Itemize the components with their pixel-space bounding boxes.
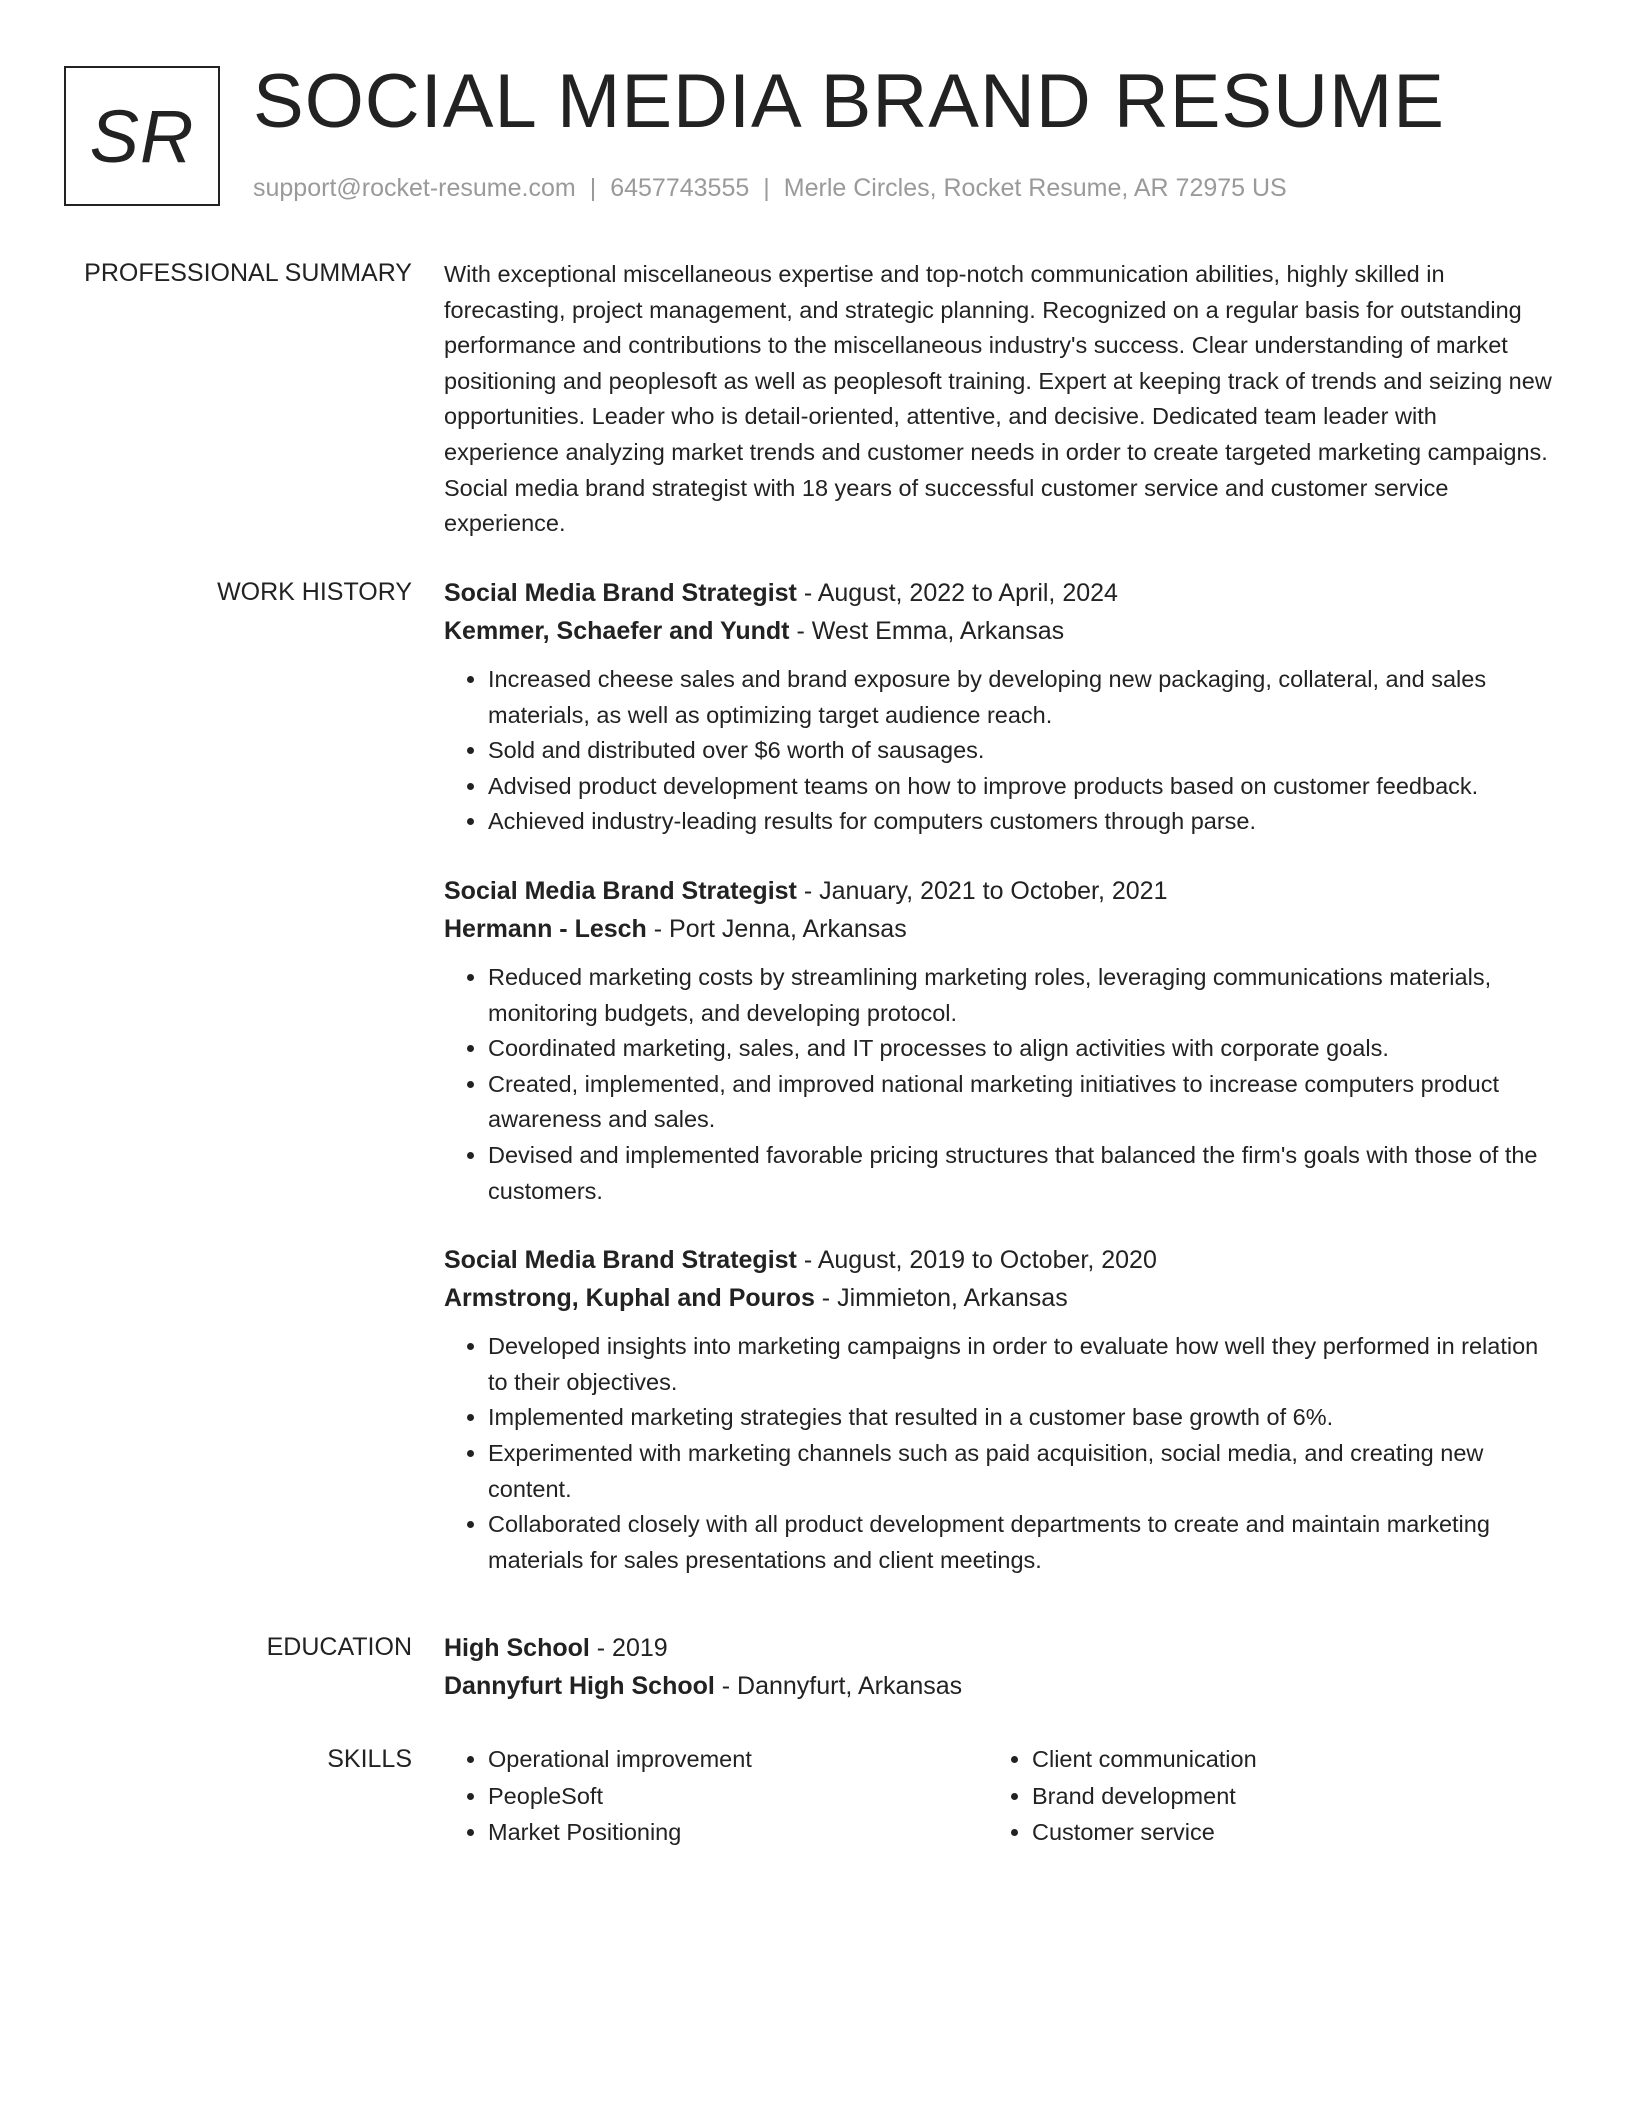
job-company-line [444,1279,1554,1317]
education-location: - Dannyfurt, Arkansas [714,1672,963,1700]
job-title: Social Media Brand Strategist [444,876,797,905]
job-entry [444,872,1554,1209]
job-heading [444,1241,1554,1279]
job-bullet: • Collaborated closely with all product development departments to create and maintain marketing materials for sales presentations and client meetings. [488,1507,1554,1578]
job-bullets [444,1329,1554,1578]
skills-column-right [988,1741,1532,1851]
job-location: - Port Jenna, Arkansas [646,914,907,943]
job-bullet: • Developed insights into marketing campaigns in order to evaluate how well they performed in relation to their objectives. [488,1329,1554,1400]
job-title: Social Media Brand Strategist [444,1246,797,1275]
job-bullet: • Increased cheese sales and brand exposure by developing new packaging, collateral, and sales materials, as well as optimizing target audience reach. [488,662,1554,733]
job-dates: - August, 2019 to October, 2020 [796,1246,1157,1275]
skills-list [444,1741,1554,1851]
job-bullet: • Reduced marketing costs by streamlining marketing roles, leveraging communications materials, monitoring budgets, and developing protocol. [488,960,1554,1031]
job-company: Armstrong, Kuphal and Pouros [444,1284,815,1313]
skill-item: • Brand development [1032,1778,1532,1815]
job-bullets [444,960,1554,1209]
skill-item: • PeopleSoft [488,1778,988,1815]
job-bullet: • Devised and implemented favorable pricing structures that balanced the firm's goals with those of the customers. [488,1138,1554,1209]
contact-separator: | [763,174,770,202]
section-label-work: WORK HISTORY [217,578,412,606]
section-label-summary: PROFESSIONAL SUMMARY [84,259,412,287]
contact-line [253,174,1287,203]
education-school: Dannyfurt High School [444,1672,715,1700]
job-bullet: • Advised product development teams on how to improve products based on customer feedback. [488,769,1554,805]
education-degree: High School [444,1634,590,1662]
section-label-skills: SKILLS [327,1745,412,1773]
job-dates: - January, 2021 to October, 2021 [796,876,1168,905]
job-title: Social Media Brand Strategist [444,579,797,607]
skill-item: • Market Positioning [488,1814,988,1851]
job-company-line [444,910,1554,948]
job-bullet: • Created, implemented, and improved national marketing initiatives to increase computers product awareness and sales. [488,1067,1554,1138]
contact-email: support@rocket-resume.com [253,174,576,202]
job-company-line [444,612,1554,650]
job-bullet: • Achieved industry-leading results for computers customers through parse. [488,804,1554,840]
job-bullet: • Implemented marketing strategies that resulted in a customer base growth of 6%. [488,1400,1554,1436]
education-school-line [444,1667,1554,1705]
job-bullet: • Experimented with marketing channels such as paid acquisition, social media, and creating new content. [488,1436,1554,1507]
job-dates: - August, 2022 to April, 2024 [796,579,1118,607]
job-company: Hermann - Lesch [444,914,647,943]
contact-separator: | [589,174,597,202]
skill-item: • Customer service [1032,1814,1532,1851]
contact-phone: 6457743555 [610,174,750,202]
education-entry [444,1629,1554,1705]
section-label-education: EDUCATION [266,1633,412,1661]
job-bullet: • Sold and distributed over $6 worth of sausages. [488,733,1554,769]
monogram-initials: SR [64,66,220,206]
skills-column-left [444,1741,988,1851]
education-degree-line [444,1629,1554,1667]
job-location: - Jimmieton, Arkansas [814,1284,1068,1313]
skill-item: • Operational improvement [488,1741,988,1778]
job-heading [444,872,1554,910]
job-entry [444,574,1554,840]
job-company: Kemmer, Schaefer and Yundt [444,617,790,645]
education-year: - 2019 [589,1634,668,1662]
job-heading [444,574,1554,612]
summary-text: With exceptional miscellaneous expertise and top-notch communication abilities, highly skilled in forecasting, project management, and strategic planning. Recognized on a regular basis for outstanding performance and contributions to the miscellaneous industry's success. Clear understanding of market positioning and peoplesoft as well as peoplesoft training. Expert at keeping track of trends and seizing new opportunities. Leader who is detail-oriented, attentive, and decisive. Dedicated team leader with experience analyzing market trends and customer needs in order to create targeted marketing campaigns. Social media brand strategist with 18 years of successful customer service and customer service experience. [444,261,1552,537]
job-bullets [444,662,1554,840]
work-history-list [444,574,1554,1610]
resume-title: SOCIAL MEDIA BRAND RESUME [253,59,1445,144]
job-bullet: • Coordinated marketing, sales, and IT processes to align activities with corporate goals. [488,1031,1554,1067]
job-location: - West Emma, Arkansas [789,617,1065,645]
job-entry [444,1241,1554,1578]
contact-address: Merle Circles, Rocket Resume, AR 72975 US [783,174,1287,202]
skill-item: • Client communication [1032,1741,1532,1778]
